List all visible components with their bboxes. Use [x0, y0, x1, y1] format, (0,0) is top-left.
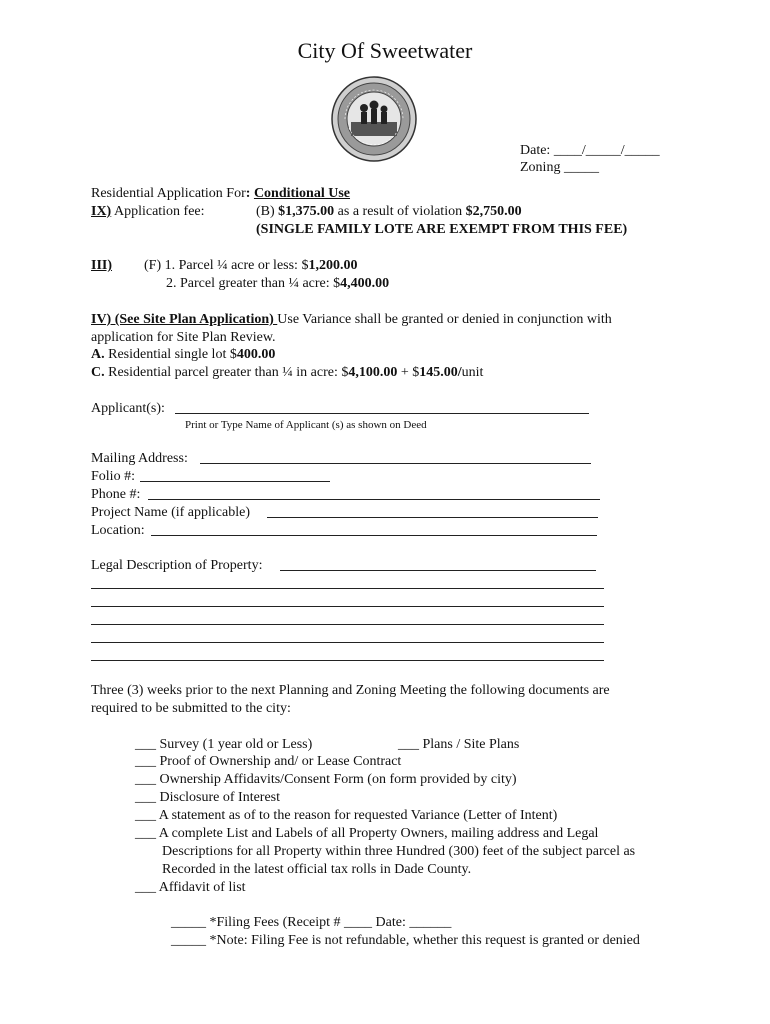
checklist-survey[interactable]: ___ Survey (1 year old or Less)	[135, 737, 313, 752]
phone-label: Phone #:	[91, 487, 141, 502]
section-ix-exempt: (SINGLE FAMILY LOTE ARE EXEMPT FROM THIS FEE)	[256, 222, 628, 237]
section-ix-exempt-line	[256, 221, 627, 239]
page-title: City Of Sweetwater	[297, 38, 473, 63]
section-iii-f1-text: (F) 1. Parcel ¼ acre or less: $	[144, 258, 309, 273]
filing-fee-note: _____ *Note: Filing Fee is not refundable, whether this request is granted or denied	[171, 933, 640, 948]
section-a-text: Residential single lot $	[104, 347, 237, 362]
section-a-amount: 400.00	[236, 347, 276, 362]
date-field[interactable]: Date: ____/_____/_____	[520, 143, 660, 158]
section-c-label: C.	[91, 365, 105, 380]
section-iii-f2-line	[166, 275, 389, 293]
section-iv-label: IV) (See Site Plan Application)	[91, 312, 278, 327]
applicants-hint: Print or Type Name of Applicant (s) as shown on Deed	[185, 419, 427, 431]
checklist-affidavit-of-list[interactable]: ___ Affidavit of list	[135, 880, 246, 895]
location-label: Location:	[91, 523, 145, 538]
mailing-address-label: Mailing Address:	[91, 451, 188, 466]
requirements-intro-1: Three (3) weeks prior to the next Planning and Zoning Meeting the following documents are	[91, 683, 610, 698]
checklist-property-owners-list-cont: Recorded in the latest official tax rolls in Dade County.	[162, 862, 472, 877]
zoning-field[interactable]: Zoning _____	[520, 160, 599, 175]
section-c-amount1: 4,100.00	[348, 365, 398, 380]
section-iii-label: III)	[91, 258, 113, 273]
section-c-text: Residential parcel greater than ¼ in acre: $	[104, 365, 349, 380]
section-c-line	[91, 364, 483, 382]
checklist-disclosure[interactable]: ___ Disclosure of Interest	[135, 790, 281, 805]
section-iii-f2-text: 2. Parcel greater than ¼ acre: $	[166, 276, 341, 291]
section-iv-text2: application for Site Plan Review.	[91, 330, 276, 345]
applicants-label: Applicant(s):	[91, 401, 165, 416]
section-ix-mid: as a result of violation	[334, 204, 466, 219]
applicants-input-line[interactable]	[175, 413, 589, 414]
legal-description-line[interactable]	[91, 588, 604, 589]
legal-description-input-line[interactable]	[280, 570, 596, 571]
section-ix-fee-label: Application fee:	[111, 204, 205, 219]
legal-description-line[interactable]	[91, 660, 604, 661]
checklist-property-owners-list[interactable]: ___ A complete List and Labels of all Property Owners, mailing address and Legal	[135, 826, 599, 841]
section-ix-label-line	[91, 203, 205, 221]
section-iii-f1-line	[144, 257, 357, 275]
project-name-input-line[interactable]	[267, 517, 598, 518]
section-iv-line	[91, 311, 612, 329]
section-ix-fee-line	[256, 203, 522, 221]
section-c-unit: unit	[461, 365, 484, 380]
legal-description-line[interactable]	[91, 606, 604, 607]
filing-fees-line[interactable]: _____ *Filing Fees (Receipt # ____ Date: ______	[171, 915, 452, 930]
section-a-line	[91, 346, 275, 364]
application-for-label: Residential Application For	[91, 186, 246, 201]
checklist-proof-of-ownership[interactable]: ___ Proof of Ownership and/ or Lease Contract	[135, 754, 402, 769]
application-for-colon: :	[245, 186, 254, 201]
project-name-label: Project Name (if applicable)	[91, 505, 250, 520]
legal-description-label: Legal Description of Property:	[91, 558, 263, 573]
folio-label: Folio #:	[91, 469, 135, 484]
section-ix-violation-amount: $2,750.00	[465, 204, 522, 219]
legal-description-line[interactable]	[91, 642, 604, 643]
checklist-plans[interactable]: ___ Plans / Site Plans	[398, 737, 520, 752]
section-c-plus: + $	[397, 365, 420, 380]
section-ix-amount: $1,375.00	[278, 204, 335, 219]
section-a-label: A.	[91, 347, 105, 362]
section-iii-f1-amount: 1,200.00	[308, 258, 358, 273]
application-for-value: Conditional Use	[253, 186, 351, 201]
legal-description-line[interactable]	[91, 624, 604, 625]
mailing-address-input-line[interactable]	[200, 463, 591, 464]
checklist-ownership-affidavits[interactable]: ___ Ownership Affidavits/Consent Form (on form provided by city)	[135, 772, 517, 787]
section-c-amount2: 145.00/	[419, 365, 462, 380]
section-iii-f2-amount: 4,400.00	[340, 276, 390, 291]
checklist-statement[interactable]: ___ A statement as of to the reason for requested Variance (Letter of Intent)	[135, 808, 558, 823]
section-ix-label: IX)	[91, 204, 112, 219]
section-ix-b-label: (B)	[256, 204, 279, 219]
location-input-line[interactable]	[151, 535, 597, 536]
requirements-intro-2: required to be submitted to the city:	[91, 701, 291, 716]
folio-input-line[interactable]	[140, 481, 330, 482]
city-seal-logo	[331, 76, 417, 162]
checklist-property-owners-list-cont: Descriptions for all Property within three Hundred (300) feet of the subject parcel as	[162, 844, 636, 859]
application-type-line	[91, 185, 350, 203]
phone-input-line[interactable]	[148, 499, 600, 500]
section-iv-text1: Use Variance shall be granted or denied in conjunction with	[277, 312, 612, 327]
